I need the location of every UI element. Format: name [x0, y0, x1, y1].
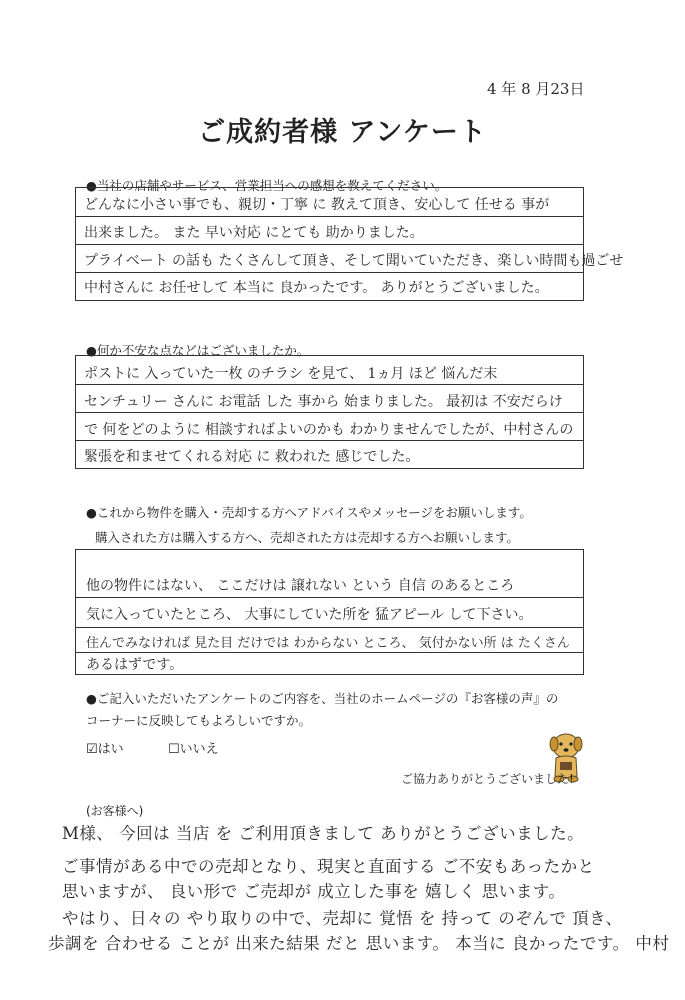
survey-date: 4 年 8 月23日 — [487, 80, 585, 98]
answer-box-1 — [75, 187, 624, 301]
question-2: ●何か不安な点などはございましたか。 — [86, 343, 310, 358]
checkbox-yes[interactable]: ☑はい — [86, 742, 124, 757]
message-line-5: 歩調を 合わせる ことが 出来た結果 だと 思います。 本当に 良かったです。 中村 — [48, 934, 670, 953]
answer-1-line-4: 中村さんに お任せして 本当に 良かったです。 ありがとうございました。 — [84, 280, 549, 296]
answer-3-line-1: 他の物件にはない、 ここだけは 譲れない という 自信 のあるところ — [86, 578, 515, 594]
answer-3-line-3: 住んでみなければ 見た目 だけでは わからない ところ、 気付かない所 は たくさん — [86, 636, 570, 651]
answer-1-line-1: どんなに小さい事でも、親切・丁寧 に 教えて頂き、安心して 任せる 事が — [84, 197, 550, 213]
ruled-line — [76, 244, 583, 245]
answer-1-line-2: 出来ました。 また 早い対応 にとても 助かりました。 — [84, 225, 424, 241]
question-4-line-1: ●ご記入いただいたアンケートのご内容を、当社のホームページの『お客様の声』の — [86, 691, 559, 706]
answer-2-line-2: センチュリー さんに お電話 した 事から 始まりました。 最初は 不安だらけ — [84, 394, 563, 410]
thanks-message: ご協力ありがとうございました! — [401, 772, 574, 786]
ruled-line — [76, 412, 583, 413]
question-3: ●これから物件を購入・売却する方へアドバイスやメッセージをお願いします。 — [86, 505, 532, 520]
answer-box-2 — [75, 355, 584, 469]
answer-1-line-3: プライベート の話も たくさんして頂き、そして聞いていただき、楽しい時間も過ごせ — [84, 253, 624, 269]
answer-box-3 — [75, 549, 584, 675]
answer-3-line-4: あるはずです。 — [86, 657, 184, 673]
message-line-1: M様、 今回は 当店 を ご利用頂きまして ありがとうございました。 — [62, 824, 585, 843]
answer-2-line-4: 緊張を和ませてくれる対応 に 救われた 感じでした。 — [84, 449, 420, 465]
question-1: ●当社の店舗やサービス、営業担当への感想を教えてください。 — [86, 178, 448, 193]
answer-2-line-1: ポストに 入っていた一枚 のチラシ を見て、 1ヵ月 ほど 悩んだ末 — [84, 366, 498, 382]
ruled-line — [76, 627, 583, 628]
question-4-line-2: コーナーに反映してもよろしいですか。 — [86, 713, 312, 728]
page-title: ご成約者様 アンケート — [198, 117, 487, 148]
answer-3-line-2: 気に入っていたところ、 大事にしていた所を 猛アピール して下さい。 — [86, 607, 533, 623]
ruled-line — [76, 597, 583, 598]
question-3-sub: 購入された方は購入する方へ、売却された方は売却する方へお願いします。 — [95, 530, 520, 545]
ruled-line — [76, 440, 583, 441]
ruled-line — [76, 272, 583, 273]
ruled-line — [76, 652, 583, 653]
answer-2-line-3: で 何をどのように 相談すればよいのかも わかりませんでしたが、中村さんの — [84, 422, 574, 438]
message-line-4: やはり、日々の やり取りの中で、売却に 覚悟 を 持って のぞんで 頂き、 — [62, 909, 623, 928]
ruled-line — [76, 384, 583, 385]
checkbox-no[interactable]: ☐いいえ — [168, 742, 219, 757]
message-line-2: ご事情がある中での売却となり、現実と直面する ご不安もあったかと — [62, 857, 595, 876]
message-label: (お客様へ) — [86, 804, 144, 818]
message-line-3: 思いますが、 良い形で ご売却が 成立した事を 嬉しく 思います。 — [62, 882, 566, 901]
ruled-line — [76, 216, 583, 217]
